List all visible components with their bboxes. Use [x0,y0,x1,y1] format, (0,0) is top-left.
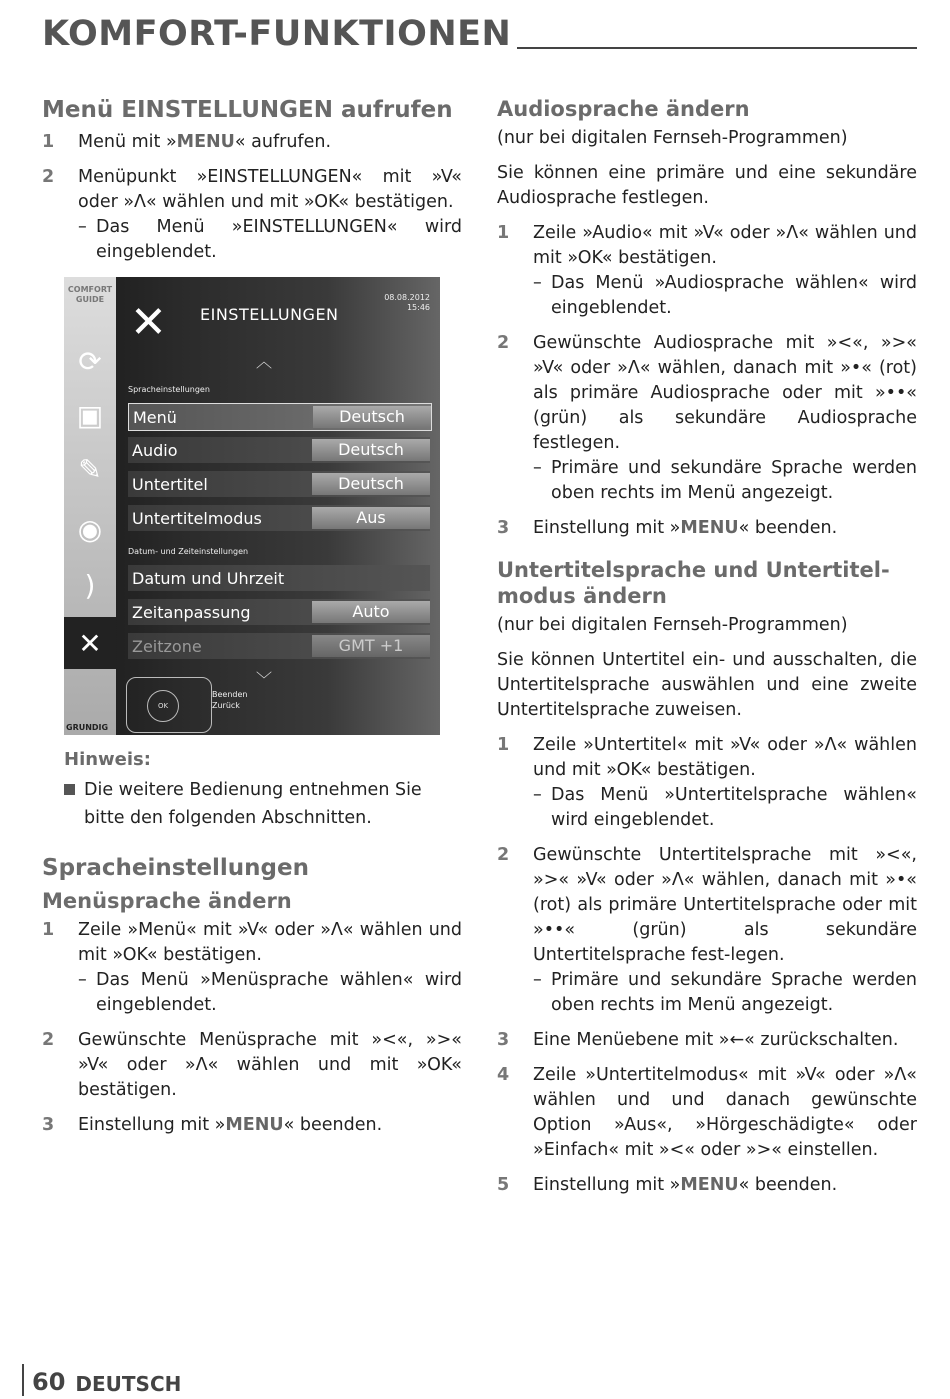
section-title-sprache: Spracheinstellungen [42,855,309,881]
note: (nur bei digitalen Fernseh-Programmen) [497,615,848,635]
step: 2 Gewünschte Audiosprache mit »<«, »>« »V« oder »Λ« wählen, danach mit »•« (rot) als primäre Audiosprache oder mit »••« (grün) als sekundäre Audiosprache festlegen. – Primäre und sekundäre Sprache werden oben rechts im Menü angezeigt. [497,331,917,506]
page-header [42,14,917,54]
page-number: 60 [32,1368,66,1396]
tv-menu-title: EINSTELLUNGEN [200,305,339,324]
section-title-untertitel: Untertitelsprache und Untertitel-modus ändern [497,558,890,608]
tv-row-date-time: Datum und Uhrzeit [128,565,430,591]
ear-icon: ) [84,568,96,602]
note: (nur bei digitalen Fernseh-Programmen) [497,128,848,148]
step-sub: – Primäre und sekundäre Sprache werden oben rechts im Menü angezeigt. [533,970,917,1015]
chevron-down-icon: ﹀ [256,670,273,689]
tv-row-timezone: Zeitzone GMT +1 [128,633,430,659]
tv-legend: Beenden Zurück [212,690,248,710]
tools-header-icon: ✕ [130,297,167,348]
hint-item: Die weitere Bedienung entnehmen Sie bitte den folgenden Abschnitten. [64,776,462,832]
tv-section-label: Spracheinstellungen [128,385,210,394]
section-subtitle-menusprache: Menüsprache ändern [42,889,292,913]
tv-row-audio: Audio Deutsch [128,437,430,463]
step: 3 Einstellung mit »MENU« beenden. [42,1115,383,1135]
image-settings-icon: ✎ [78,452,102,486]
step: 3 Einstellung mit »MENU« beenden. [497,518,838,538]
section-title-einstellungen: Menü EINSTELLUNGEN aufrufen [42,97,453,123]
step-sub: – Das Menü »Untertitelsprache wählen« wird eingeblendet. [533,785,917,830]
step: 1 Zeile »Audio« mit »V« oder »Λ« wählen und mit »OK« bestätigen. – Das Menü »Audiosprache wählen« wird eingeblendet. [497,221,917,321]
replay-icon: ⟳ [78,344,102,378]
step: 1 Menü mit »MENU« aufrufen. [42,132,332,152]
tv-menu-screenshot [64,277,440,735]
tv-row-subtitle-mode: Untertitelmodus Aus [128,505,430,531]
tv-row-menu: Menü Deutsch [128,403,432,431]
tv-sidebar [64,277,116,735]
bullet-square-icon [64,784,75,795]
step-sub: – Das Menü »Menüsprache wählen« wird eingeblendet. [78,970,462,1015]
right-column [497,96,917,1208]
page-footer [22,1364,181,1396]
step: 1 Zeile »Untertitel« mit »V« oder »Λ« wählen und mit »OK« bestätigen. – Das Menü »Untertitelsprache wählen« wird eingeblendet. [497,733,917,833]
tv-section-label: Datum- und Zeiteinstellungen [128,547,249,556]
footer-language: DEUTSCH [75,1372,182,1396]
step: 1 Zeile »Menü« mit »V« oder »Λ« wählen und mit »OK« bestätigen. – Das Menü »Menüsprache wählen« wird eingeblendet. [42,918,462,1018]
step: 2 Menüpunkt »EINSTELLUNGEN« mit »V« oder »Λ« wählen und mit »OK« bestätigen. – Das Menü »EINSTELLUNGEN« wird eingeblendet. [42,165,462,265]
page-title: KOMFORT-FUNKTIONEN [42,14,517,54]
step: 2 Gewünschte Menüsprache mit »<«, »>« »V« oder »Λ« wählen und mit »OK« bestätigen. [42,1030,462,1100]
step: 4 Zeile »Untertitelmodus« mit »V« oder »Λ« wählen und und danach gewünschte Option »Aus«, »Hörgeschädigte« oder »Einfach« mit »<« oder »>« einstellen. [497,1065,917,1160]
left-column [42,96,462,1148]
step-sub: – Das Menü »EINSTELLUNGEN« wird eingeblendet. [78,217,462,262]
chevron-up-icon: ︿ [256,352,273,371]
eye-icon: ◉ [77,512,103,546]
step: 5 Einstellung mit »MENU« beenden. [497,1175,838,1195]
brand-logo: GRUNDIG [66,723,109,732]
ok-button-icon: OK [147,690,179,722]
remote-control-icon [126,677,212,733]
section-title-audiosprache: Audiosprache ändern [497,97,750,121]
step: 2 Gewünschte Untertitelsprache mit »<«, »>« »V« oder »Λ« wählen, danach mit »•« (rot) als primäre Untertitelsprache oder mit »••« (grün) als sekundäre Untertitelsprache fest-legen. – Primäre und sekundäre Sprache werden oben rechts im Menü angezeigt. [497,843,917,1018]
source-icon: ▣ [76,398,104,432]
tv-row-time-adjust: Zeitanpassung Auto [128,599,430,625]
hint-title: Hinweis: [64,749,151,770]
tv-row-subtitle: Untertitel Deutsch [128,471,430,497]
tv-datetime: 08.08.2012 15:46 [384,293,430,312]
step: 3 Eine Menüebene mit »←« zurückschalten. [497,1030,899,1050]
intro-text: Sie können eine primäre und eine sekundäre Audiosprache festlegen. [497,163,917,208]
comfort-guide-label: COMFORT GUIDE [67,285,113,304]
step-sub: – Das Menü »Audiosprache wählen« wird eingeblendet. [533,273,917,318]
step-sub: – Primäre und sekundäre Sprache werden oben rechts im Menü angezeigt. [533,458,917,503]
tools-icon: ✕ [64,617,116,669]
intro-text: Sie können Untertitel ein- und ausschalten, die Untertitelsprache auswählen und eine zweite Untertitelsprache zuweisen. [497,650,917,720]
